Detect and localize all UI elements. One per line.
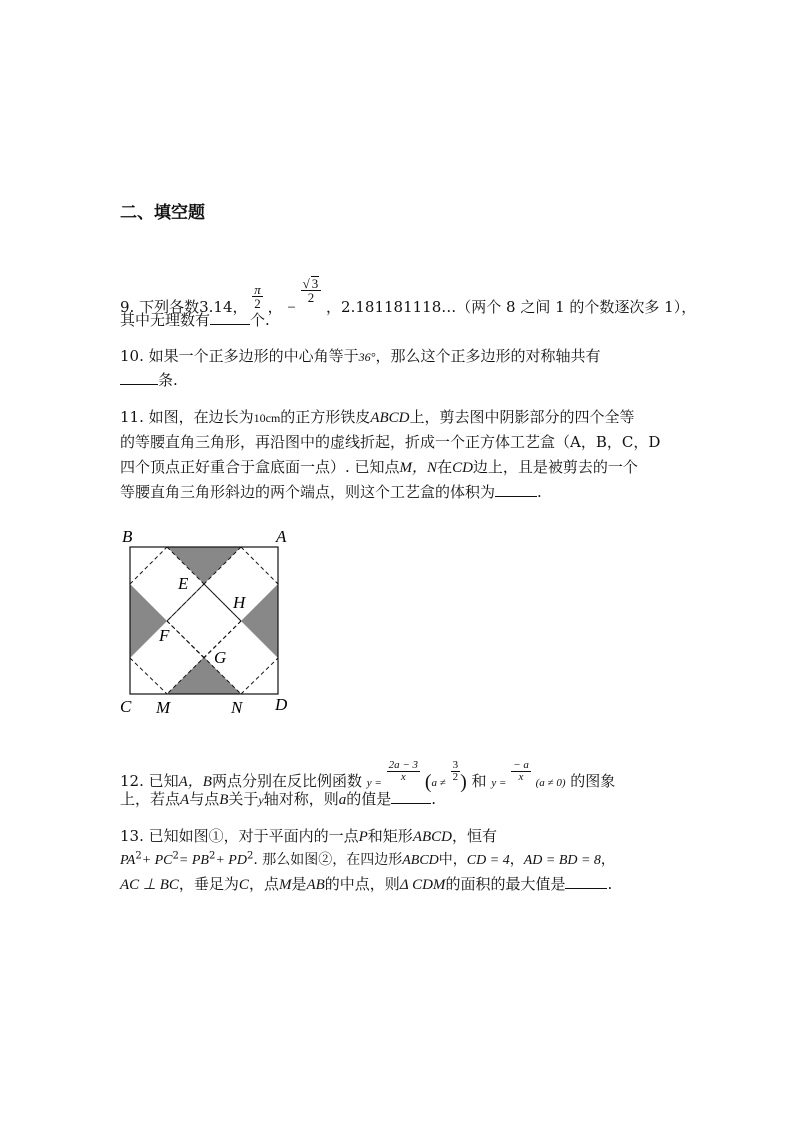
fraction-pi-over-2: $\frac{\pi}{2}$ [254, 282, 261, 311]
question-9-line-1: 9. 下列各数3.14， $\frac{\pi}{2}$ ， − $\frac{√ 3}{2}$ ，2.181181118…（两个 8 之间 1 的个数逐次多 1）， [120, 276, 697, 316]
label-A: A [276, 527, 287, 546]
question-11-line-1: 11. 如图，在边长为10cm的正方形铁皮ABCD上，剪去图中阴影部分的四个全等 [120, 408, 635, 426]
question-11-line-4: 等腰直角三角形斜边的两个端点，则这个工艺盒的体积为 . [120, 483, 542, 501]
answer-blank-13[interactable] [565, 874, 607, 889]
label-D: D [275, 695, 288, 714]
question-12-line-2: 上，若点A与点B关于y轴对称，则a的值是 . [120, 790, 437, 808]
label-N: N [231, 698, 243, 717]
question-10-line-2: 条. [120, 370, 178, 390]
fraction-2a-minus-3-over-x: $\frac{2a - 3}{x}$ [388, 759, 419, 783]
question-13-line-1: 13. 已知如图①，对于平面内的一点P和矩形ABCD，恒有 [120, 827, 497, 845]
question-12-line-1: 12. 已知A，B两点分别在反比例函数 y = $\frac{2a - 3}{x}$ (a ≠ $\frac{3}{2}$ ) 和 y = $\frac{- a}{x}$ (a ≠ 0) 的图象 [120, 759, 616, 793]
question-11-line-3: 四个顶点正好重合于盒底面一点）. 已知点M，N在CD边上，且是被剪去的一个 [120, 458, 638, 476]
shaded-triangle-right [241, 584, 278, 658]
question-11-line-2: 的等腰直角三角形，再沿图中的虚线折起，折成一个正方体工艺盒（A，B，C，D [120, 433, 661, 451]
question-10-line-1: 10. 如果一个正多边形的中心角等于36°，那么这个正多边形的对称轴共有 [120, 347, 601, 365]
label-F: F [159, 626, 170, 645]
shaded-triangle-left [130, 584, 167, 658]
square-folding-figure [118, 524, 298, 724]
question-9-line-2: 其中无理数有 个. [120, 311, 270, 329]
question-13-line-3: AC ⊥ BC，垂足为C，点M是AB的中点，则Δ CDM的面积的最大值是 . [120, 875, 613, 893]
answer-blank-12[interactable] [391, 789, 431, 804]
answer-blank-9[interactable] [210, 310, 250, 325]
fraction-3-over-2: $\frac{3}{2}$ [452, 759, 459, 783]
answer-blank-10[interactable] [120, 370, 158, 385]
answer-blank-11[interactable] [495, 482, 537, 497]
label-M: M [156, 698, 171, 717]
figure-svg [118, 524, 298, 720]
label-H: H [233, 593, 246, 612]
question-13-line-2: $PA^2+ PC^2= PB^2+ PD^2$. 那么如图②，在四边形ABCD中，CD = 4，AD = BD = 8， [120, 850, 615, 868]
label-E: E [178, 574, 189, 593]
shaded-triangle-bottom [167, 657, 241, 694]
section-title: 二、填空题 [120, 203, 205, 223]
fraction-sqrt3-over-2: $\frac{√ 3}{2}$ [301, 276, 322, 304]
label-G: G [214, 648, 227, 667]
fraction-minus-a-over-x: $\frac{- a}{x}$ [513, 759, 529, 783]
label-C: C [120, 697, 132, 716]
label-B: B [122, 527, 133, 546]
